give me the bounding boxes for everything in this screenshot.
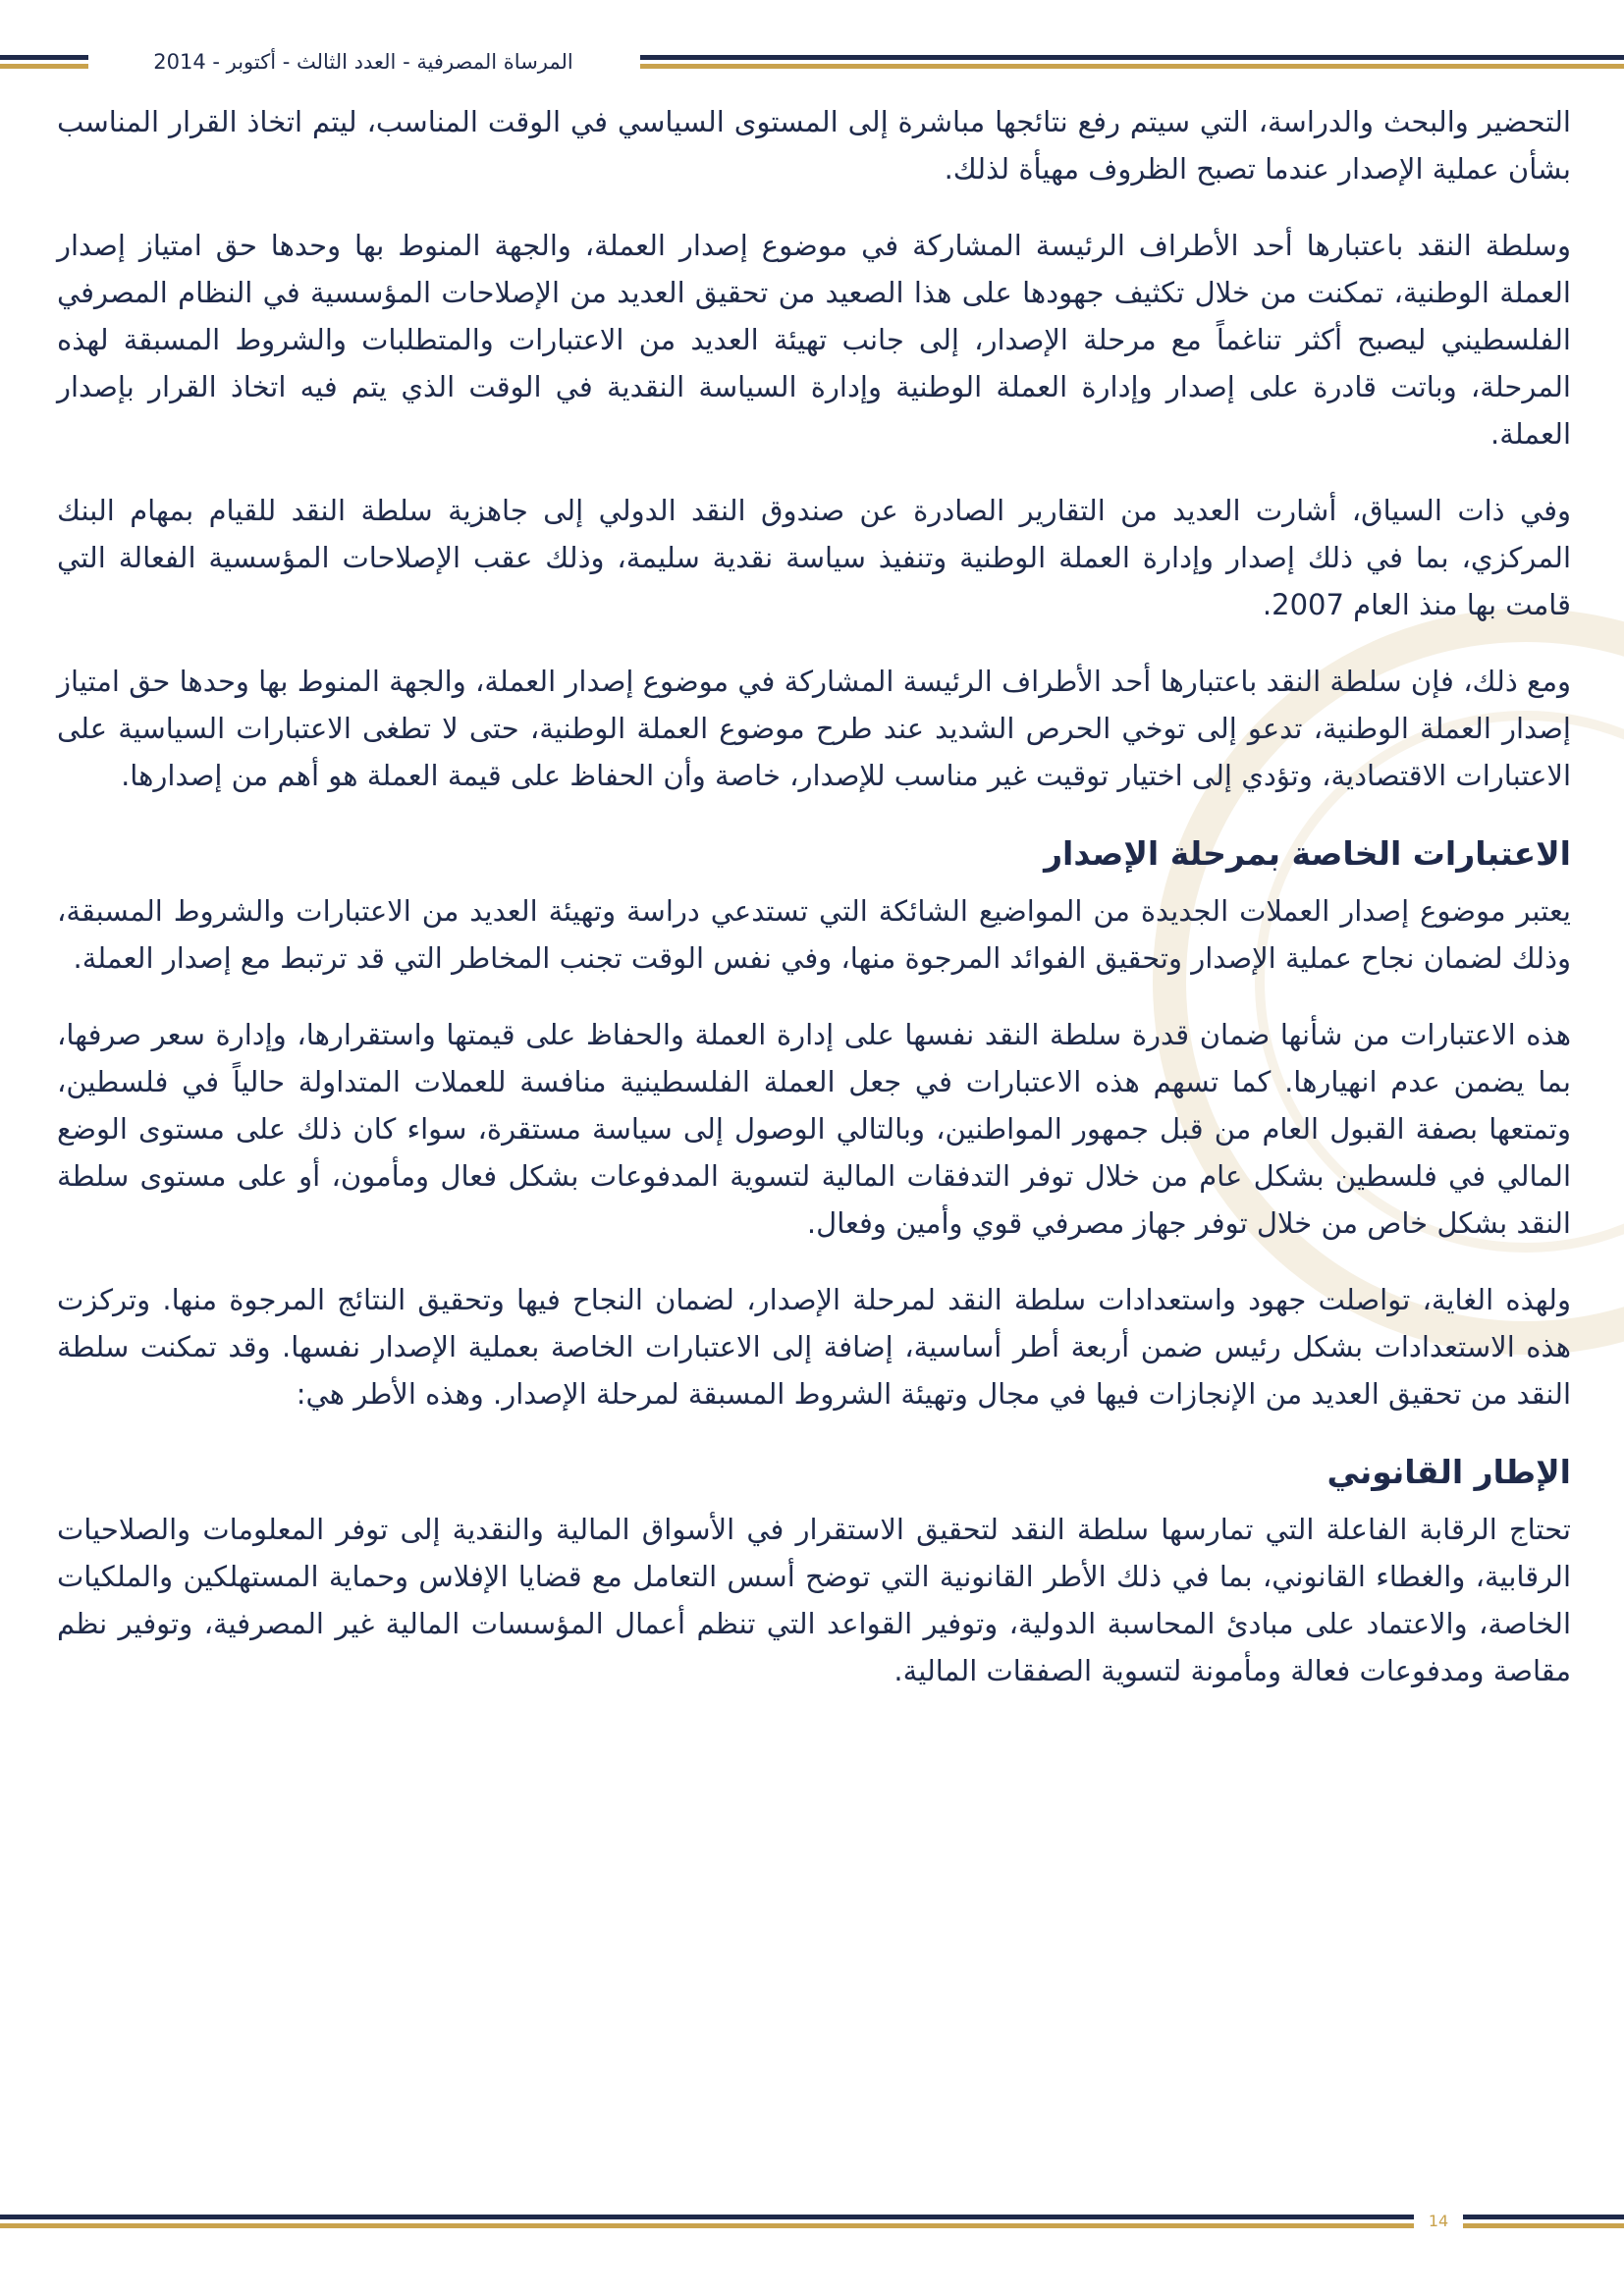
section-heading: الإطار القانوني [1326, 1453, 1571, 1491]
paragraph: تحتاج الرقابة الفاعلة التي تمارسها سلطة النقد لتحقيق الاستقرار في الأسواق المالية والنقدية إلى توفر المعلومات والصلاحيات الرقابية، والغطاء القانوني، بما في ذلك الأطر القانونية التي توضح أسس التعامل مع قضايا الإفلاس وحماية المستهلكين والملكيات الخاصة، والاعتماد على مبادئ المحاسبة الدولية، وتوفير القواعد التي تنظم أعمال المؤسسات المالية غير المصرفية، وتوفير نظم مقاصة ومدفوعات فعالة ومأمونة لتسوية الصفقات المالية. [57, 1513, 1571, 1687]
footer-rule-left [0, 2215, 1414, 2228]
paragraph: وسلطة النقد باعتبارها أحد الأطراف الرئيسة المشاركة في موضوع إصدار العملة، والجهة المنوط بها وحدها حق امتياز إصدار العملة الوطنية، تمكنت من خلال تكثيف جهودها على هذا الصعيد من تحقيق العديد من الإصلاحات المؤسسية في النظام المصرفي الفلسطيني ليصبح أكثر تناغماً مع مرحلة الإصدار، إلى جانب تهيئة العديد من الاعتبارات والمتطلبات والشروط المسبقة لهذه المرحلة، وباتت قادرة على إصدار وإدارة العملة الوطنية وإدارة السياسة النقدية في الوقت الذي يتم فيه اتخاذ القرار بإصدار العملة. [57, 229, 1571, 451]
page-number: 14 [1428, 2212, 1449, 2230]
article-body [57, 98, 1571, 1724]
paragraph: وفي ذات السياق، أشارت العديد من التقارير الصادرة عن صندوق النقد الدولي إلى جاهزية سلطة النقد للقيام بمهام البنك المركزي، بما في ذلك إصدار وإدارة العملة الوطنية وتنفيذ سياسة نقدية سليمة، وذلك عقب الإصلاحات المؤسسية الفعالة التي قامت بها منذ العام 2007. [57, 494, 1571, 621]
header-rule-right [640, 55, 1624, 69]
paragraph: يعتبر موضوع إصدار العملات الجديدة من المواضيع الشائكة التي تستدعي دراسة وتهيئة العديد من الاعتبارات والشروط المسبقة، وذلك لضمان نجاح عملية الإصدار وتحقيق الفوائد المرجوة منها، وفي نفس الوقت تجنب المخاطر التي قد ترتبط مع إصدار العملة. [57, 894, 1571, 975]
running-title: المرساة المصرفية - العدد الثالث - أكتوبر - 2014 [153, 50, 573, 74]
header-rule-left [0, 55, 88, 69]
page-footer [0, 2212, 1624, 2254]
paragraph: ولهذه الغاية، تواصلت جهود واستعدادات سلطة النقد لمرحلة الإصدار، لضمان النجاح فيها وتحقيق النتائج المرجوة منها. وتركزت هذه الاستعدادات بشكل رئيس ضمن أربعة أطر أساسية، إضافة إلى الاعتبارات الخاصة بعملية الإصدار نفسها. وقد تمكنت سلطة النقد من تحقيق العديد من الإنجازات فيها في مجال وتهيئة الشروط المسبقة لمرحلة الإصدار. وهذه الأطر هي: [57, 1283, 1571, 1411]
paragraph: هذه الاعتبارات من شأنها ضمان قدرة سلطة النقد نفسها على إدارة العملة والحفاظ على قيمتها واستقرارها، وإدارة سعر صرفها، بما يضمن عدم انهيارها. كما تسهم هذه الاعتبارات في جعل العملة الفلسطينية منافسة للعملات المتداولة حالياً في فلسطين، وتمتعها بصفة القبول العام من قبل جمهور المواطنين، وبالتالي الوصول إلى سياسة مستقرة، سواء كان ذلك على مستوى الوضع المالي في فلسطين بشكل عام من خلال توفر التدفقات المالية لتسوية المدفوعات بشكل فعال ومأمون، أو على مستوى سلطة النقد بشكل خاص من خلال توفر جهاز مصرفي قوي وأمين وفعال. [57, 1018, 1571, 1240]
paragraph: التحضير والبحث والدراسة، التي سيتم رفع نتائجها مباشرة إلى المستوى السياسي في الوقت المناسب، ليتم اتخاذ القرار المناسب بشأن عملية الإصدار عندما تصبح الظروف مهيأة لذلك. [57, 105, 1571, 186]
paragraph: ومع ذلك، فإن سلطة النقد باعتبارها أحد الأطراف الرئيسة المشاركة في موضوع إصدار العملة، والجهة المنوط بها وحدها حق امتياز إصدار العملة الوطنية، تدعو إلى توخي الحرص الشديد عند طرح موضوع العملة الوطنية، حتى لا تطغى الاعتبارات السياسية على الاعتبارات الاقتصادية، وتؤدي إلى اختيار توقيت غير مناسب للإصدار، خاصة وأن الحفاظ على قيمة العملة هو أهم من إصدارها. [57, 665, 1571, 792]
footer-rule-right [1463, 2215, 1624, 2228]
section-heading: الاعتبارات الخاصة بمرحلة الإصدار [1044, 834, 1571, 873]
page-header [0, 47, 1624, 77]
